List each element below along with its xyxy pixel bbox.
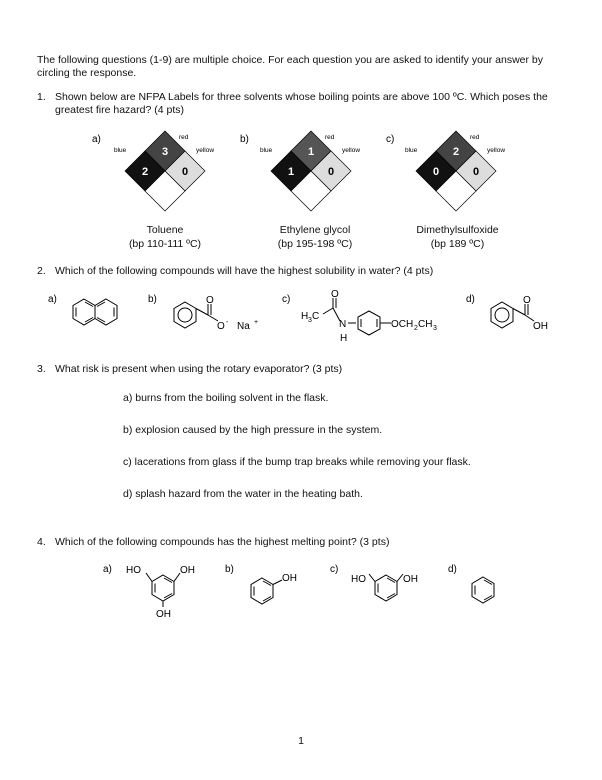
option-letter-b: b) [240, 134, 249, 145]
solvent-bp-b: (bp 195-198 ºC) [277, 238, 353, 250]
q4-structures [0, 555, 602, 625]
red-label: red [179, 134, 189, 141]
q2-structures [0, 285, 602, 355]
q1-text-line-2: greatest fire hazard? (4 pts) [55, 104, 184, 116]
q1-number: 1. [37, 91, 46, 103]
q3-number: 3. [37, 363, 46, 375]
intro-line-2: circling the response. [37, 67, 137, 79]
nfpa-label-c [386, 131, 505, 211]
health-rating: 1 [287, 166, 295, 178]
carbonyl-oxygen: O [206, 295, 214, 306]
solvent-bp-a: (bp 110-111 ºC) [128, 238, 202, 250]
health-rating: 2 [141, 166, 149, 178]
phloroglucinol-structure [146, 573, 180, 607]
solvent-name-b: Ethylene glycol [279, 224, 351, 236]
resorcinol-structure [369, 574, 403, 601]
reactivity-rating: 0 [181, 166, 189, 178]
naphthalene-structure [73, 299, 117, 325]
intro-line-1: The following questions (1-9) are multiple choice. For each question you are asked to identify your answer by [37, 54, 544, 66]
solvent-name-a: Toluene [146, 224, 184, 236]
ethoxy-och: OCH [391, 319, 414, 330]
sodium-label: Na [237, 321, 250, 332]
reactivity-rating: 0 [327, 166, 335, 178]
option-letter-c: c) [386, 134, 395, 145]
fire-rating: 1 [307, 146, 315, 158]
yellow-label: yellow [342, 147, 361, 154]
yellow-label: yellow [487, 147, 506, 154]
carboxylate-oxygen: O [217, 321, 225, 332]
phenol-structure [251, 578, 282, 604]
red-label: red [470, 134, 480, 141]
phenacetin-structure [323, 298, 391, 335]
ethoxy-sub-2: 2 [414, 325, 418, 332]
q3-option-b: b) explosion caused by the high pressure in the system. [123, 424, 383, 436]
amide-hydrogen: H [340, 333, 348, 344]
q4-letter-c: c) [330, 564, 339, 575]
benzene-structure [472, 577, 494, 603]
q2-letter-a: a) [48, 294, 57, 305]
q2-number: 2. [37, 265, 46, 277]
resorcinol-hydroxyl-right: OH [403, 574, 418, 585]
methyl-h: H [301, 311, 309, 322]
health-rating: 0 [432, 166, 440, 178]
nfpa-label-b [240, 131, 360, 211]
nfpa-label-a [92, 131, 214, 211]
solvent-bp-c: (bp 189 ºC) [430, 238, 485, 250]
q4-letter-d: d) [448, 564, 457, 575]
q4-letter-b: b) [225, 564, 234, 575]
hydroxyl-bottom: OH [156, 609, 171, 620]
q1-text-line-1: Shown below are NFPA Labels for three solvents whose boiling points are above 100 ºC. Which poses the [55, 91, 548, 103]
solvent-name-c: Dimethylsulfoxide [416, 224, 499, 236]
blue-label: blue [260, 147, 273, 154]
hydroxyl-left: HO [126, 565, 141, 576]
q2-letter-c: c) [282, 294, 291, 305]
option-letter-a: a) [92, 134, 101, 145]
ethoxy-ch: CH [418, 319, 433, 330]
q3-text: What risk is present when using the rotary evaporator? (3 pts) [55, 363, 343, 375]
q2-letter-b: b) [148, 294, 157, 305]
fire-rating: 3 [161, 146, 169, 158]
acid-hydroxyl: OH [533, 321, 548, 332]
resorcinol-hydroxyl-left: HO [351, 574, 366, 585]
q3-option-a: a) burns from the boiling solvent in the flask. [123, 392, 329, 404]
blue-label: blue [114, 147, 127, 154]
reactivity-rating: 0 [472, 166, 480, 178]
red-label: red [325, 134, 335, 141]
yellow-label: yellow [196, 147, 215, 154]
phenol-hydroxyl: OH [282, 573, 297, 584]
hydroxyl-right: OH [180, 565, 195, 576]
q3-option-c: c) lacerations from glass if the bump trap breaks while removing your flask. [123, 456, 471, 468]
methyl-subscript: 3 [308, 317, 312, 324]
q2-text: Which of the following compounds will have the highest solubility in water? (4 pts) [55, 265, 434, 277]
ethoxy-sub-3: 3 [433, 325, 437, 332]
q3-option-d: d) splash hazard from the water in the heating bath. [123, 488, 363, 500]
acid-carbonyl-oxygen: O [523, 295, 531, 306]
q4-text: Which of the following compounds has the highest melting point? (3 pts) [55, 536, 390, 548]
fire-rating: 2 [452, 146, 460, 158]
q2-letter-d: d) [466, 294, 475, 305]
amide-oxygen: O [331, 289, 339, 300]
blue-label: blue [405, 147, 418, 154]
negative-charge: - [226, 319, 229, 326]
q4-number: 4. [37, 536, 46, 548]
positive-charge: + [254, 319, 259, 326]
page-number: 1 [298, 735, 304, 747]
q4-letter-a: a) [103, 564, 112, 575]
methyl-c: C [312, 311, 320, 322]
amide-nitrogen: N [339, 319, 347, 330]
